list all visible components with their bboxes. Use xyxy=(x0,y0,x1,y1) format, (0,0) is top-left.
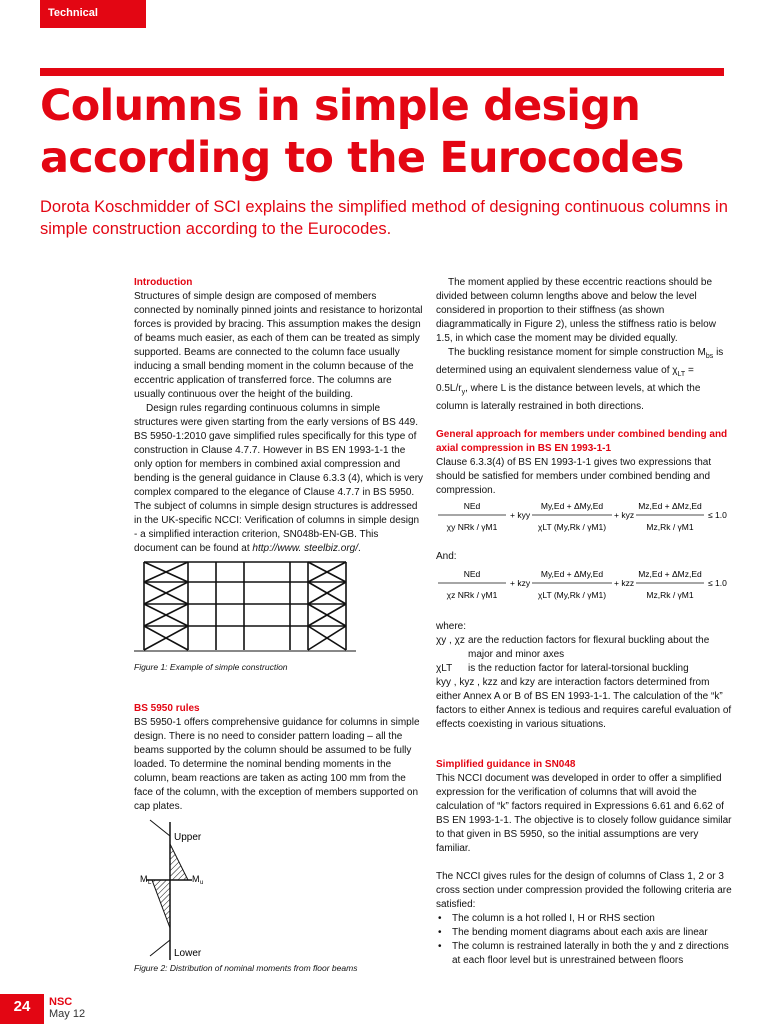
eq2-rhs: ≤ 1.0 xyxy=(708,578,727,588)
fig2-ml-label: M xyxy=(140,874,148,884)
figure-2-moment-diagram xyxy=(134,816,334,962)
fig2-mu-sub: u xyxy=(200,880,204,886)
article-title: Columns in simple design according to the Eurocodes xyxy=(40,81,684,183)
list-item: • The bending moment diagrams about each axis are linear xyxy=(436,926,732,940)
general-approach-paragraph: Clause 6.3.3(4) of BS EN 1993-1-1 gives two expressions that should be satisfied for members under combined bending and compression. xyxy=(436,457,712,496)
definition-chi-yz xyxy=(436,634,732,662)
buckling-sub-lt: LT xyxy=(677,371,686,378)
simplified-paragraph-2: The NCCI gives rules for the design of columns of Class 1, 2 or 3 cross section under compression provided the following criteria are satisfied: xyxy=(436,871,732,910)
right-column-top xyxy=(436,276,726,414)
buckling-paragraph xyxy=(436,346,726,414)
criteria-list xyxy=(436,912,732,968)
moment-paragraph: The moment applied by these eccentric reactions should be divided between column lengths above and below the level considered in proportion to their stiffness (as shown diagrammatically in Figure 2), unless the stiffness ratio is below 1.5, in which case the moment may be divided equally. xyxy=(436,277,716,344)
bs5950-section xyxy=(134,702,424,814)
issue-date: May 12 xyxy=(49,1008,86,1020)
fig2-lower-label: Lower xyxy=(174,948,202,959)
def1-symbol: χy , χz xyxy=(436,635,465,646)
definitions xyxy=(436,620,732,732)
eq2-k1: + kzy xyxy=(510,578,531,588)
section-tag-label: Technical xyxy=(48,7,98,19)
fig2-mu-label: M xyxy=(192,874,200,884)
eq2-m2-numerator: Mz,Ed + ΔMz,Ed xyxy=(638,569,702,579)
intro-section xyxy=(134,276,424,556)
eq2-k2: + kzz xyxy=(614,578,635,588)
buckling-text-c: = 0.5L/r xyxy=(436,365,694,394)
eq1-m1-denominator: χLT (My,Rk / γM1) xyxy=(537,522,607,532)
page-number: 24 xyxy=(0,994,44,1024)
bs5950-heading: BS 5950 rules xyxy=(134,703,200,714)
and-label: And: xyxy=(436,551,457,562)
where-label: where: xyxy=(436,621,467,632)
def1-text: are the reduction factors for flexural buckling about the major and minor axes xyxy=(468,635,710,660)
figure-2-caption: Figure 2: Distribution of nominal moments from floor beams xyxy=(134,963,358,973)
intro-paragraph-1: Structures of simple design are composed of members connected by nominally pinned joints and resistance to horizontal forces is provided by bracing. This assumption makes the design of beams much easier, as each of them can be treated as simply supported. Beams are connected to the column face usually inducing a small bending moment in the column because of the eccentric application of transferred force. The columns are usually continuous over the height of the building. xyxy=(134,291,423,400)
fig2-upper-label: Upper xyxy=(174,832,202,843)
eq2-m2-denominator: Mz,Rk / γM1 xyxy=(646,590,694,600)
simplified-section xyxy=(436,758,732,968)
standfirst: Dorota Koschmidder of SCI explains the simplified method of designing continuous columns in simple construction according to the Eurocodes. xyxy=(40,198,728,238)
general-approach-heading: General approach for members under combined bending and axial compression in BS EN 1993-1-1 xyxy=(436,429,728,454)
steelbiz-link[interactable]: http://www. steelbiz.org/ xyxy=(252,543,359,554)
title-rule xyxy=(40,68,724,76)
figure-1-frame-diagram xyxy=(134,558,424,658)
eq1-m1-numerator: My,Ed + ΔMy,Ed xyxy=(540,501,604,511)
list-item: • The column is a hot rolled I, H or RHS section xyxy=(436,912,732,926)
intro-heading: Introduction xyxy=(134,277,193,288)
bs5950-paragraph: BS 5950-1 offers comprehensive guidance for columns in simple design. There is no need to consider pattern loading – all the beams supported by the column should be assumed to be fully loaded. To determine the nominal bending moments in the column, beam reactions are taken as acting 100 mm from the face of the column, with the exception of members supported on cap plates. xyxy=(134,717,420,812)
definition-chi-lt xyxy=(436,662,732,676)
simplified-paragraph-1: This NCCI document was developed in order to offer a simplified expression for the verification of columns that will avoid the calculation of “k” factors required in Expressions 6.61 and 6.62 of BS EN 1993-1-1. The objective is to closely follow guidance similar to that given in BS 5950, so the initial assumptions are very familiar. xyxy=(436,773,732,854)
eq1-k1: + kyy xyxy=(510,510,531,520)
eq1-m2-numerator: Mz,Ed + ΔMz,Ed xyxy=(638,501,702,511)
general-approach-section xyxy=(436,428,732,498)
intro-paragraph-2-end: . xyxy=(358,543,361,554)
list-item: • The column is restrained laterally in both the y and z directions at each floor level but is unrestrained between floors xyxy=(436,940,732,968)
buckling-text-d: , where L is the distance between levels, at which the column is laterally restrained in both directions. xyxy=(436,383,701,412)
intro-paragraph-2 xyxy=(134,402,424,556)
eq1-n-numerator: NEd xyxy=(463,501,481,511)
eq2-m1-numerator: My,Ed + ΔMy,Ed xyxy=(540,569,604,579)
eq1-n-denominator: χy NRk / γM1 xyxy=(446,522,498,532)
equation-6-62 xyxy=(436,564,732,608)
buckling-sub-y: y xyxy=(461,389,466,396)
buckling-sub-bs: bs xyxy=(705,353,714,360)
eq1-rhs: ≤ 1.0 xyxy=(708,510,727,520)
eq2-n-denominator: χz NRk / γM1 xyxy=(446,590,498,600)
magazine-name: NSC xyxy=(49,996,73,1008)
fig2-ml-sub: L xyxy=(148,880,152,886)
eq1-m2-denominator: Mz,Rk / γM1 xyxy=(646,522,694,532)
eq2-m1-denominator: χLT (My,Rk / γM1) xyxy=(537,590,607,600)
buckling-text-a: The buckling resistance moment for simple construction M xyxy=(448,347,706,358)
eq1-k2: + kyz xyxy=(614,510,635,520)
figure-1-caption: Figure 1: Example of simple construction xyxy=(134,662,288,672)
def2-text: is the reduction factor for lateral-torsional buckling xyxy=(468,663,689,674)
def2-symbol: χLT xyxy=(436,663,453,674)
section-tag xyxy=(40,0,146,28)
def3-text: kyy , kyz , kzz and kzy are interaction factors determined from either Annex A or B of BS EN 1993-1-1. The calculation of the “k” factors to either Annex is tedious and requires careful evaluation of effects coexisting in various situations. xyxy=(436,677,732,730)
equation-6-61 xyxy=(436,496,732,540)
eq2-n-numerator: NEd xyxy=(463,569,481,579)
simplified-heading: Simplified guidance in SN048 xyxy=(436,759,576,770)
intro-paragraph-2-text: Design rules regarding continuous columns in simple structures were given starting from the early versions of BS 449. BS 5950-1:2010 gave simplified rules specifically for this type of construction in Clause 4.7.7. However in BS EN 1993-1-1 the only option for members in combined axial compression and bending is the general guidance in Clause 6.3.3 (4), which is very complex compared to the elegance of Clause 4.7.7 in BS 5950. The subject of columns in simple design structures is addressed in the UK-specific NCCI: Verification of columns in simple design - a simplified interaction criterion, SN048b-EN-GB. This document can be found at xyxy=(134,403,424,554)
buckling-text-b: is determined using an equivalent slenderness value of χ xyxy=(436,347,724,376)
